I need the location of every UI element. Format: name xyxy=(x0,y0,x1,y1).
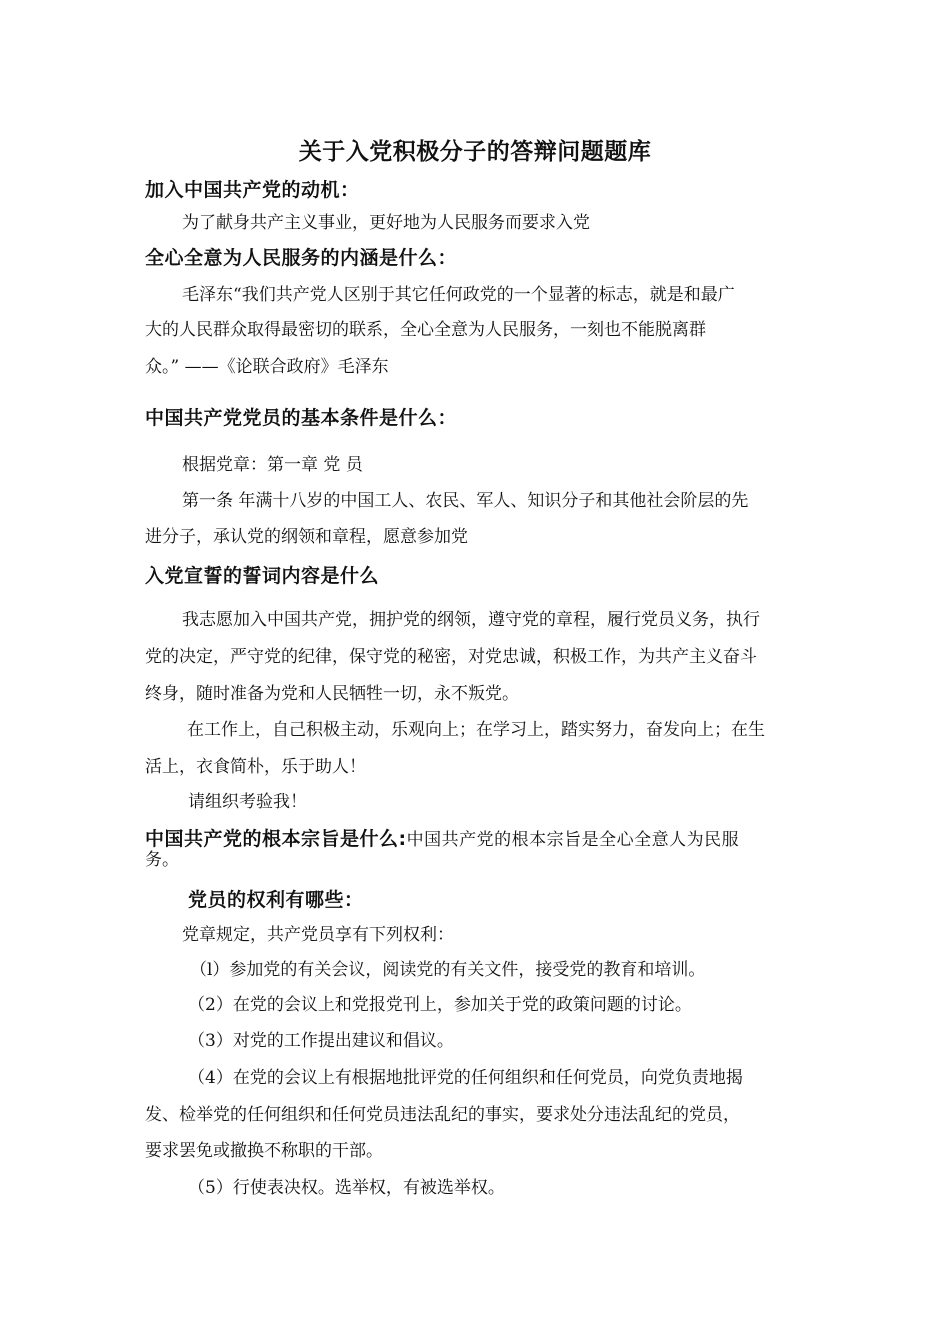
paragraph-line: 毛泽东“我们共产党人区别于其它任何政党的一个显著的标志，就是和最广 xyxy=(182,285,735,305)
section-heading-text: 中国共产党的根本宗旨是什么: xyxy=(145,828,407,850)
paragraph-line: 请组织考验我！ xyxy=(188,792,307,812)
paragraph-line: 为了献身共产主义事业，更好地为人民服务而要求入党 xyxy=(182,213,590,233)
paragraph-line: 在工作上，自己积极主动，乐观向上；在学习上，踏实努力，奋发向上；在生 xyxy=(187,720,765,740)
paragraph-line: 大的人民群众取得最密切的联系，全心全意为人民服务，一刻也不能脱离群 xyxy=(145,320,706,340)
rights-list-item: （4）在党的会议上有根据地批评党的任何组织和任何党员，向党负责地揭 xyxy=(188,1068,743,1088)
paragraph-line: 第一条 年满十八岁的中国工人、农民、军人、知识分子和其他社会阶层的先 xyxy=(182,491,749,511)
section-heading-member-rights: 党员的权利有哪些： xyxy=(188,889,364,911)
document-title: 关于入党积极分子的答辩问题题库 xyxy=(298,139,652,165)
inline-answer: 中国共产党的根本宗旨是全心全意人为民服 xyxy=(406,830,740,850)
rights-list-item: （3）对党的工作提出建议和倡议。 xyxy=(188,1031,454,1051)
paragraph-line: 终身，随时准备为党和人民牺牲一切，永不叛党。 xyxy=(145,684,519,704)
rights-list-item: （5）行使表决权。选举权，有被选举权。 xyxy=(188,1178,505,1198)
paragraph-line: 党的决定，严守党的纪律，保守党的秘密，对党忠诚，积极工作，为共产主义奋斗 xyxy=(145,647,757,667)
paragraph-line: 我志愿加入中国共产党，拥护党的纲领，遵守党的章程，履行党员义务，执行 xyxy=(182,610,760,630)
paragraph-line: 务。 xyxy=(145,850,179,870)
paragraph-line: 活上，衣食简朴，乐于助人！ xyxy=(145,757,366,777)
paragraph-line: 党章规定，共产党员享有下列权利： xyxy=(182,925,454,945)
paragraph-line: 要求罢免或撤换不称职的干部。 xyxy=(145,1141,383,1161)
paragraph-line: 发、检举党的任何组织和任何党员违法乱纪的事实，要求处分违法乱纪的党员， xyxy=(145,1105,740,1125)
rights-list-item: （2）在党的会议上和党报党刊上，参加关于党的政策问题的讨论。 xyxy=(188,995,692,1015)
paragraph-line: 根据党章：第一章 党 员 xyxy=(182,455,363,475)
section-heading-oath: 入党宣誓的誓词内容是什么 xyxy=(145,565,380,587)
paragraph-line: 进分子，承认党的纲领和章程，愿意参加党 xyxy=(145,527,468,547)
section-heading-member-requirements: 中国共产党党员的基本条件是什么： xyxy=(145,407,458,429)
paragraph-line: 众。” ——《论联合政府》毛泽东 xyxy=(145,357,389,377)
rights-list-item: （l）参加党的有关会议，阅读党的有关文件，接受党的教育和培训。 xyxy=(190,960,706,980)
section-heading-motivation: 加入中国共产党的动机： xyxy=(145,179,360,201)
section-heading-serve-people: 全心全意为人民服务的内涵是什么： xyxy=(145,247,458,269)
